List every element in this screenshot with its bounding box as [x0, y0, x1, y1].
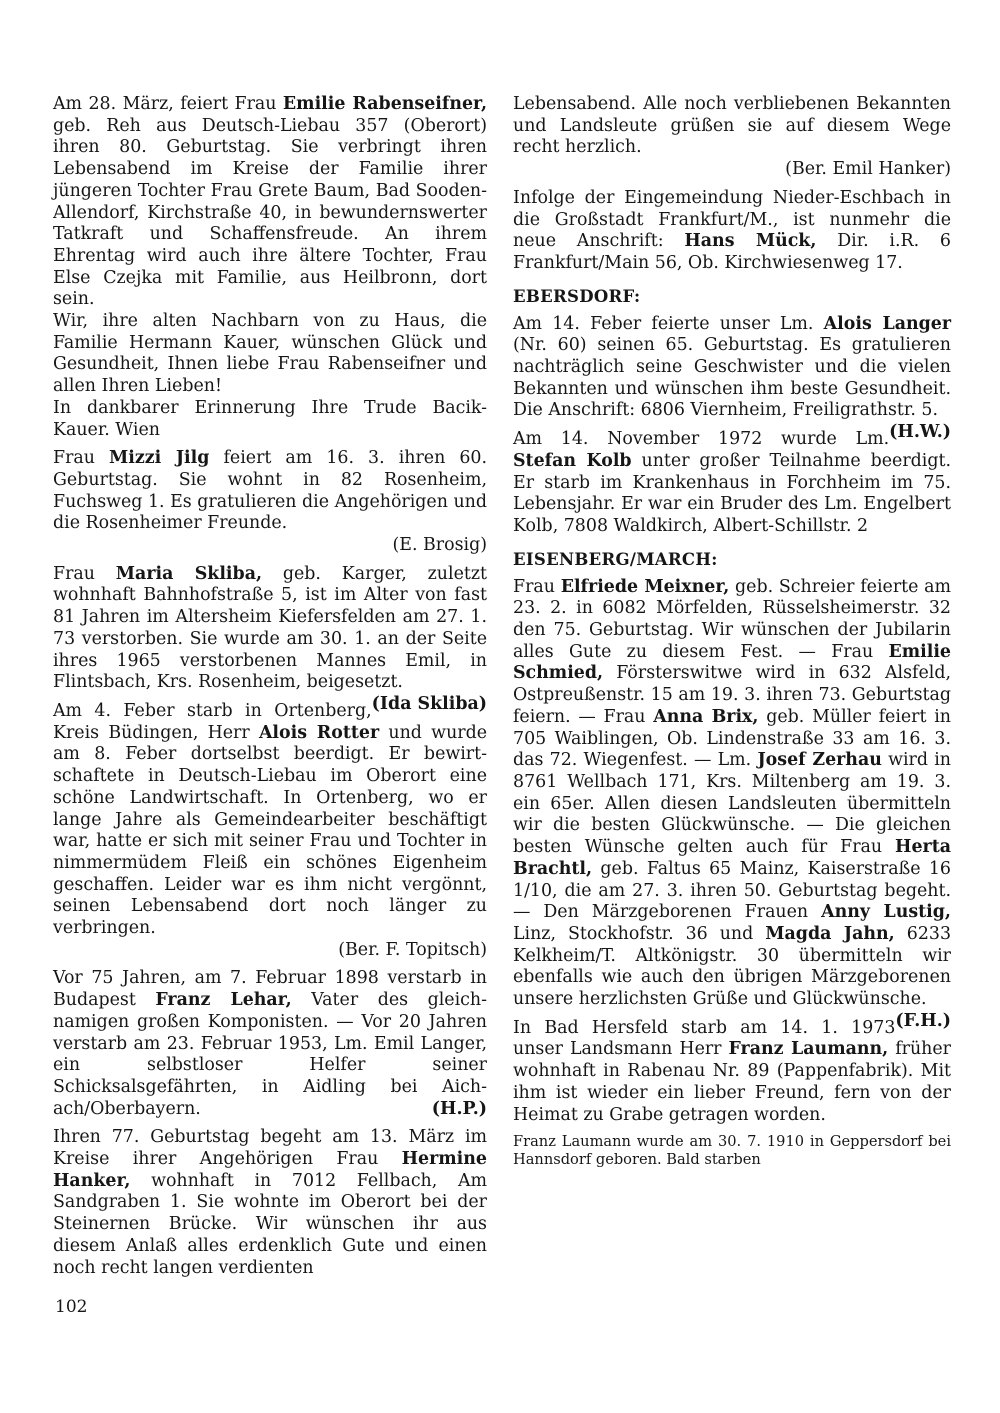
- person-name: Mizzi Jilg: [109, 448, 210, 469]
- right-column: [513, 94, 951, 1168]
- entry-rotter: [53, 701, 487, 961]
- signature: (H.W.): [889, 422, 951, 443]
- paragraph: Lebensabend. Alle noch verbliebenen Bekannten und Landsleute grüßen sie auf diesem Wege recht herzlich.: [513, 94, 951, 158]
- signature: (Ber. Emil Hanker): [785, 159, 951, 180]
- signature: (Ber. F. Topitsch): [338, 939, 487, 960]
- page-number: 102: [55, 1297, 88, 1317]
- entry-hanker: [53, 1127, 487, 1279]
- person-name: Maria Skliba,: [115, 563, 263, 584]
- entry-meixner: [513, 576, 952, 1031]
- signature: (H.P.): [431, 1098, 487, 1119]
- paragraph: Infolge der Eingemeindung Nieder-Eschbach in die Großstadt Frankfurt/M., ist nunmehr die neue Anschrift: Hans Mück, Dir. i.R. 6 Frankfurt/Main 56, Ob. Kirchwiesenweg 17.: [513, 187, 951, 273]
- entry-lehar: [53, 968, 487, 1120]
- person-name: Elfriede Meixner,: [560, 576, 730, 597]
- section-heading-eisenberg-march: EISENBERG/MARCH:: [513, 549, 718, 569]
- paragraph: Am 4. Feber starb in Ortenberg, Kreis Büdingen, Herr Alois Rotter und wurde am 8. Feber dortselbst beerdigt. Er bewirtschaftete in Deutsch-Liebau im Oberort eine schöne Landwirtschaft. In Ortenberg, wo er lange Jahre als Gemeindearbeiter beschäftigt war, hatte er sich mit seiner Frau und Tochter in nimmermüdem Fleiß ein schönes Eigenheim geschaffen. Leider war es ihm nicht vergönnt, seinen Lebensabend dort noch länger zu verbringen.: [53, 700, 488, 939]
- small-print-note: Franz Laumann wurde am 30. 7. 1910 in Geppersdorf bei Hannsdorf geboren. Bald starben: [513, 1133, 951, 1168]
- signature: (Ida Skliba): [371, 693, 487, 714]
- paragraph: Am 28. März, feiert Frau Emilie Rabenseifner, geb. Reh aus Deutsch-Liebau 357 (Oberort) ihren 80. Geburtstag. Sie verbringt ihren Lebensabend im Kreise der Familie ihrer jüngeren Tochter Frau Grete Baum, Bad Sooden-Allendorf, Kirchstraße 40, in bewundernswerter Tatkraft und Schaffensfreude. An ihrem Ehrentag wird auch ihre ältere Tochter, Frau Else Czejka mit Familie, aus Heilbronn, dort sein.: [53, 94, 487, 310]
- paragraph: Ihren 77. Geburtstag begeht am 13. März im Kreise ihrer Angehörigen Frau Hermine Hanker, wohnhaft in 7012 Fellbach, Am Sandgraben 1. Sie wohnte im Oberort bei der Steinernen Brücke. Wir wünschen ihr aus diesem Anlaß alles erdenklich Gute und einen noch recht langen verdienten: [53, 1127, 487, 1278]
- paragraph: Frau Maria Skliba, geb. Karger, zuletzt wohnhaft Bahnhofstraße 5, ist im Alter von fast 81 Jahren im Altersheim Kiefersfelden am 27. 1. 73 verstorben. Sie wurde am 30. 1. an der Seite ihres 1965 verstorbenen Mannes Emil, in Flintsbach, Krs. Rosenheim, beigesetzt. (Ida Skliba): [53, 563, 488, 714]
- person-name: Stefan Kolb: [513, 450, 632, 471]
- entry-skliba: [53, 563, 488, 714]
- section-heading-ebersdorf: EBERSDORF:: [513, 286, 641, 306]
- entry-langer: [513, 313, 951, 443]
- person-name: Alois Rotter: [258, 722, 380, 743]
- entry-mueck: [513, 188, 951, 275]
- entry-laumann: [513, 1018, 951, 1127]
- person-name: Emilie Schmied,: [513, 641, 951, 684]
- person-name: Anna Brix,: [653, 706, 759, 727]
- paragraph: Am 14. November 1972 wurde Lm. Stefan Kolb unter großer Teilnahme beerdigt. Er starb im Krankenhaus in Forchheim im 75. Lebensjahr. Er war ein Bruder des Lm. Engelbert Kolb, 7808 Waldkirch, Albert-Schillstr. 2: [513, 429, 951, 536]
- left-column: [53, 94, 487, 1286]
- person-name: Anny Lustig,: [821, 902, 951, 923]
- paragraph: Am 14. Feber feierte unser Lm. Alois Langer (Nr. 60) seinen 65. Geburtstag. Es gratulieren nachträglich seine Geschwister und die vielen Bekannten und wünschen ihm beste Gesundheit. Die Anschrift: 6806 Viernheim, Freiligrathstr. 5. (H.W.): [513, 313, 951, 443]
- person-name: Josef Zerhau: [757, 750, 882, 771]
- person-name: Magda Jahn,: [765, 923, 895, 944]
- person-name: Hermine Hanker,: [53, 1149, 487, 1191]
- paragraph: In Bad Hersfeld starb am 14. 1. 1973 unser Landsmann Herr Franz Laumann, früher wohnhaft in Rabenau Nr. 89 (Pappenfabrik). Mit ihm ist wieder ein lieber Freund, fern von der Heimat zu Grabe getragen worden.: [513, 1017, 951, 1125]
- paragraph: Frau Elfriede Meixner, geb. Schreier feierte am 23. 2. in 6082 Mörfelden, Rüsselsheimerstr. 32 den 75. Geburtstag. Wir wünschen der Jubilarin alles Gute zu diesem Fest. — Frau Emilie Schmied, Försterswitwe wird in 632 Alsfeld, Ostpreußenstr. 15 am 19. 3. ihren 73. Geburtstag feiern. — Frau Anna Brix, geb. Müller feiert in 705 Waiblingen, Ob. Lindenstraße 33 am 16. 3. das 72. Wiegenfest. — Lm. Josef Zerhau wird in 8761 Wellbach 171, Krs. Miltenberg am 19. 3. ein 65er. Allen diesen Landsleuten übermitteln wir die besten Glückwünsche. — Die gleichen besten Wünsche gelten auch für Frau Herta Brachtl, geb. Faltus 65 Mainz, Kaiserstraße 16 1/10, die am 27. 3. ihren 50. Geburtstag begeht. — Den Märzgeborenen Frauen Anny Lustig, Linz, Stockhofstr. 36 und Magda Jahn, 6233 Kelkheim/T. Altkönigstr. 30 übermitteln wir ebenfalls wie auch den übrigen Märzgeborenen unsere herzlichsten Grüße und Glückwünsche. (F.H.): [513, 576, 952, 1031]
- person-name: Alois Langer: [823, 313, 951, 334]
- signature: (E. Brosig): [392, 535, 487, 556]
- entry-hanker-continued: [513, 94, 951, 181]
- paragraph: Frau Mizzi Jilg feiert am 16. 3. ihren 60. Geburtstag. Sie wohnt in 82 Rosenheim, Fuchsweg 1. Es gratulieren die Angehörigen und die Rosenheimer Freunde.: [53, 448, 487, 534]
- person-name: Hans Mück,: [684, 231, 817, 252]
- entry-jilg: [53, 448, 487, 557]
- person-name: Franz Laumann,: [728, 1039, 889, 1060]
- entry-kolb: [513, 429, 951, 538]
- paragraph: Wir, ihre alten Nachbarn von zu Haus, die Familie Hermann Kauer, wünschen Glück und Gesundheit, Ihnen liebe Frau Rabenseifner und allen Ihren Lieben!: [53, 311, 487, 397]
- entry-rabenseifner: [53, 94, 487, 441]
- person-name: Franz Lehar,: [155, 990, 292, 1011]
- paragraph: Vor 75 Jahren, am 7. Februar 1898 verstarb in Budapest Franz Lehar, Vater des gleichnamigen großen Komponisten. — Vor 20 Jahren verstarb am 23. Februar 1953, Lm. Emil Langer, ein selbstloser Helfer seiner Schicksalsgefährten, in Aidling bei Aichach/Oberbayern. (H.P.): [53, 968, 487, 1119]
- signature: (F.H.): [895, 1010, 951, 1031]
- person-name: Herta Brachtl,: [513, 837, 951, 879]
- paragraph: In dankbarer Erinnerung Ihre Trude Bacik-Kauer. Wien: [53, 397, 487, 440]
- person-name: Emilie Rabenseifner,: [282, 94, 487, 114]
